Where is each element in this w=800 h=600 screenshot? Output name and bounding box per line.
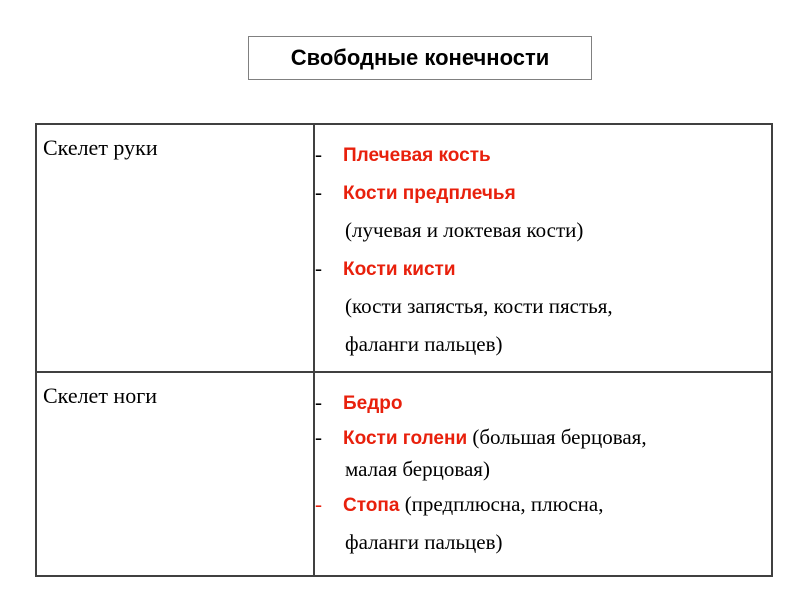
skeleton-table xyxy=(35,123,773,577)
list-item: (лучевая и локтевая кости) xyxy=(345,218,584,242)
list-item: - Кости голени (большая берцовая, xyxy=(315,425,647,449)
row-items-arm xyxy=(314,124,772,372)
list-item: фаланги пальцев) xyxy=(345,530,503,554)
row-label-arm: Скелет руки xyxy=(36,124,314,372)
row-items-leg xyxy=(314,372,772,576)
list-item: малая берцовая) xyxy=(345,457,490,481)
list-item: - Плечевая кость xyxy=(315,142,491,166)
list-item: - Стопа (предплюсна, плюсна, xyxy=(315,492,604,516)
list-item: - Кости кисти xyxy=(315,256,456,280)
table-row xyxy=(36,372,772,576)
list-item: (кости запястья, кости пястья, xyxy=(345,294,613,318)
list-item: - Кости предплечья xyxy=(315,180,516,204)
row-label-leg: Скелет ноги xyxy=(36,372,314,576)
page-title: Свободные конечности xyxy=(248,36,592,80)
table-row xyxy=(36,124,772,372)
list-item: - Бедро xyxy=(315,390,403,414)
list-item: фаланги пальцев) xyxy=(345,332,503,356)
